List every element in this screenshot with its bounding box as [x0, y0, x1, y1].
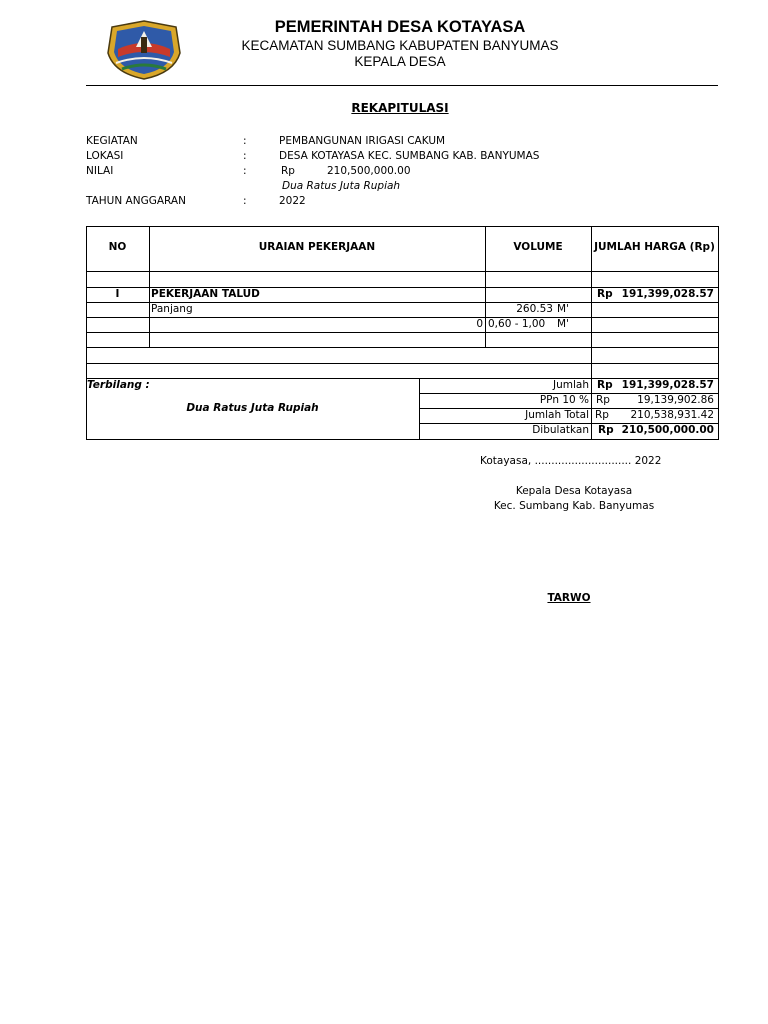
kegiatan-label: KEGIATAN: [86, 135, 138, 147]
regency-emblem-icon: [104, 19, 184, 81]
nilai-label: NILAI: [86, 165, 114, 177]
terbilang-value: Dua Ratus Juta Rupiah: [186, 402, 319, 414]
terbilang-label: Terbilang :: [87, 379, 150, 391]
row1-jumlah: 191,399,028.57: [621, 288, 714, 300]
header-line2: KECAMATAN SUMBANG KABUPATEN BANYUMAS: [241, 38, 559, 53]
signature-role2: Kec. Sumbang Kab. Banyumas: [493, 500, 655, 512]
col-header-no: NO: [108, 241, 127, 253]
dibulatkan-value: 210,500,000.00: [621, 424, 714, 436]
row3-unit: M': [557, 318, 569, 330]
signatory-name: TARWO: [547, 592, 591, 604]
row3-volume: 0,60 - 1,00: [488, 318, 546, 330]
row2-unit: M': [557, 303, 569, 315]
nilai-words: Dua Ratus Juta Rupiah: [282, 180, 401, 192]
colon: :: [243, 135, 247, 147]
col-header-uraian: URAIAN PEKERJAAN: [258, 241, 376, 253]
row1-uraian: PEKERJAAN TALUD: [151, 288, 260, 300]
ppn-value: 19,139,902.86: [637, 394, 714, 406]
row1-rp: Rp: [597, 288, 613, 300]
ppn-rp: Rp: [596, 394, 610, 406]
header-divider: [86, 85, 718, 86]
place-date: Kotayasa, ............................. 2022: [480, 455, 662, 467]
tahun-value: 2022: [279, 195, 306, 207]
colon: :: [243, 150, 247, 162]
jumlah-total-label: Jumlah Total: [525, 409, 589, 421]
dibulatkan-label: Dibulatkan: [532, 424, 589, 436]
jumlah-total-value: 210,538,931.42: [630, 409, 714, 421]
nilai-value: 210,500,000.00: [327, 165, 411, 177]
dibulatkan-rp: Rp: [598, 424, 614, 436]
kegiatan-value: PEMBANGUNAN IRIGASI CAKUM: [279, 135, 446, 147]
colon: :: [243, 165, 247, 177]
row3-zero: 0: [476, 318, 483, 330]
lokasi-label: LOKASI: [86, 150, 124, 162]
jumlah-value: 191,399,028.57: [621, 379, 714, 391]
tahun-label: TAHUN ANGGARAN: [86, 195, 186, 207]
signature-role1: Kepala Desa Kotayasa: [515, 485, 633, 497]
colon: :: [243, 195, 247, 207]
col-header-jumlah: JUMLAH HARGA (Rp): [594, 241, 715, 253]
nilai-currency: Rp: [281, 165, 295, 177]
jumlah-label: Jumlah: [553, 379, 589, 391]
header-line3: KEPALA DESA: [354, 54, 446, 69]
header-line1: PEMERINTAH DESA KOTAYASA: [274, 18, 526, 36]
jumlah-total-rp: Rp: [595, 409, 609, 421]
col-header-volume: VOLUME: [513, 241, 563, 253]
lokasi-value: DESA KOTAYASA KEC. SUMBANG KAB. BANYUMAS: [279, 150, 540, 162]
row1-no: I: [115, 288, 120, 300]
row2-volume: 260.53: [516, 303, 553, 315]
document-title: REKAPITULASI: [351, 101, 449, 115]
jumlah-rp: Rp: [597, 379, 613, 391]
row2-uraian: Panjang: [151, 303, 193, 315]
ppn-label: PPn 10 %: [539, 394, 589, 406]
